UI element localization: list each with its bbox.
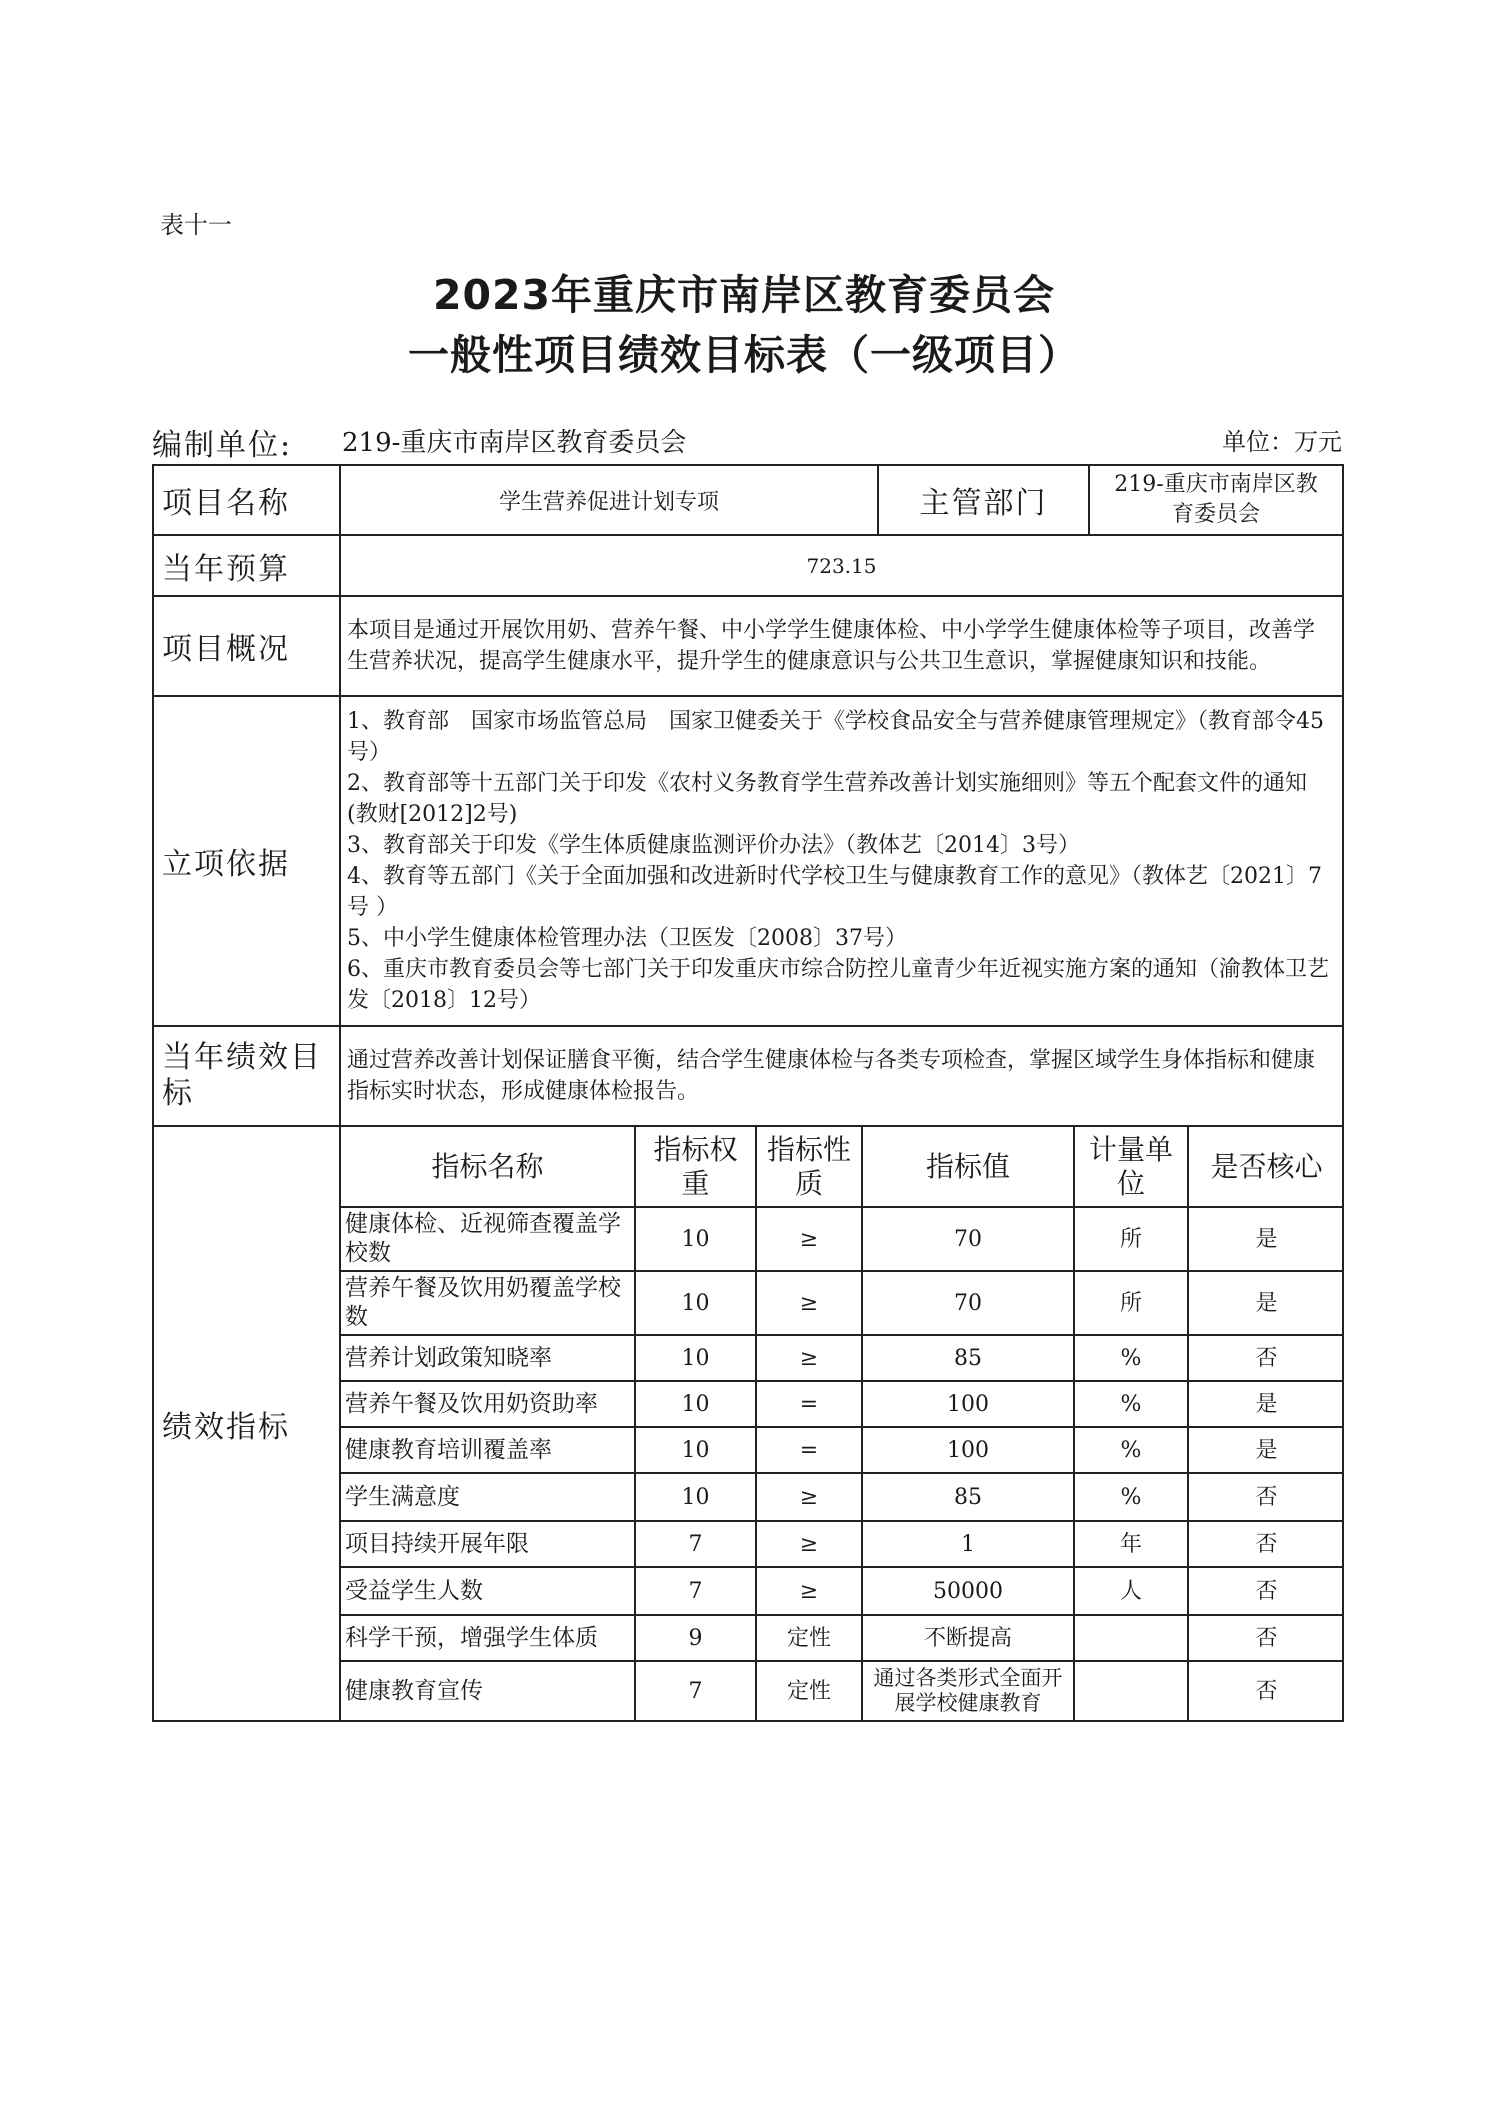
compile-unit-label: 编制单位: — [152, 428, 293, 463]
table-row — [341, 1661, 1344, 1720]
goal-label: 当年绩效目标 — [153, 1026, 340, 1126]
header-name: 指标名称 — [341, 1127, 635, 1207]
indicator-name: 受益学生人数 — [341, 1567, 635, 1615]
overview-text: 本项目是通过开展饮用奶、营养午餐、中小学学生健康体检、中小学学生健康体检等子项目，改善学生营养状况，提高学生健康水平，提升学生的健康意识与公共卫生意识，掌握健康知识和技能。 — [340, 596, 1343, 696]
table-row — [341, 1473, 1344, 1521]
basis-row — [153, 696, 1343, 1026]
dept-value — [1089, 465, 1343, 535]
indicator-nature: ≥ — [756, 1473, 862, 1521]
indicator-nature: 定性 — [756, 1615, 862, 1661]
indicators-label: 绩效指标 — [153, 1126, 340, 1721]
project-name-label: 项目名称 — [153, 465, 340, 535]
header-value: 指标值 — [862, 1127, 1074, 1207]
indicator-name: 健康教育培训覆盖率 — [341, 1427, 635, 1473]
basis-list — [340, 696, 1343, 1026]
indicator-unit — [1074, 1615, 1188, 1661]
performance-table — [152, 464, 1344, 1722]
indicator-core: 否 — [1188, 1473, 1344, 1521]
indicator-unit: % — [1074, 1427, 1188, 1473]
table-row — [341, 1335, 1344, 1381]
indicator-weight: 7 — [635, 1521, 756, 1567]
page-title: 2023年重庆市南岸区教育委员会 — [432, 271, 1056, 319]
indicator-value: 100 — [862, 1381, 1074, 1427]
table-row — [341, 1207, 1344, 1271]
basis-item: 6、重庆市教育委员会等七部门关于印发重庆市综合防控儿童青少年近视实施方案的通知（渝教体卫艺发〔2018〕12号） — [347, 957, 1330, 1013]
indicators-cell — [340, 1126, 1343, 1721]
dept-line-1: 219-重庆市南岸区教 — [1114, 472, 1318, 497]
overview-label: 项目概况 — [153, 596, 340, 696]
basis-item: 5、中小学生健康体检管理办法（卫医发〔2008〕37号） — [347, 926, 907, 951]
amount-unit: 单位：万元 — [1222, 428, 1342, 456]
budget-value: 723.15 — [340, 535, 1343, 596]
table-row — [341, 1381, 1344, 1427]
compile-unit: 219-重庆市南岸区教育委员会 — [342, 428, 687, 458]
project-name: 学生营养促进计划专项 — [340, 465, 878, 535]
indicator-weight: 10 — [635, 1381, 756, 1427]
page-subtitle: 一般性项目绩效目标表（一级项目） — [408, 331, 1080, 379]
indicator-nature: ≥ — [756, 1271, 862, 1335]
indicator-core: 是 — [1188, 1207, 1344, 1271]
table-row — [341, 1271, 1344, 1335]
indicator-nature: = — [756, 1427, 862, 1473]
indicator-core: 否 — [1188, 1615, 1344, 1661]
dept-line-2: 育委员会 — [1171, 502, 1260, 527]
project-name-row — [153, 465, 1343, 535]
indicator-value: 85 — [862, 1335, 1074, 1381]
indicator-value: 85 — [862, 1473, 1074, 1521]
indicator-value: 100 — [862, 1427, 1074, 1473]
indicators-table — [341, 1127, 1344, 1720]
indicator-unit: % — [1074, 1473, 1188, 1521]
indicator-core: 是 — [1188, 1381, 1344, 1427]
indicator-nature: ≥ — [756, 1207, 862, 1271]
goal-row — [153, 1026, 1343, 1126]
indicator-weight: 10 — [635, 1473, 756, 1521]
indicator-unit: 所 — [1074, 1207, 1188, 1271]
indicator-name: 健康教育宣传 — [341, 1661, 635, 1720]
indicators-header-row — [341, 1127, 1344, 1207]
indicator-weight: 10 — [635, 1271, 756, 1335]
indicator-nature: ≥ — [756, 1335, 862, 1381]
indicator-value: 不断提高 — [862, 1615, 1074, 1661]
indicator-name: 营养午餐及饮用奶覆盖学校数 — [341, 1271, 635, 1335]
indicator-core: 否 — [1188, 1335, 1344, 1381]
indicator-unit: % — [1074, 1381, 1188, 1427]
indicator-value: 1 — [862, 1521, 1074, 1567]
header-weight: 指标权重 — [635, 1127, 756, 1207]
indicator-nature: = — [756, 1381, 862, 1427]
overview-row — [153, 596, 1343, 696]
indicator-value: 50000 — [862, 1567, 1074, 1615]
indicator-value: 70 — [862, 1207, 1074, 1271]
indicator-name: 健康体检、近视筛查覆盖学校数 — [341, 1207, 635, 1271]
indicator-weight: 10 — [635, 1427, 756, 1473]
indicator-core: 否 — [1188, 1567, 1344, 1615]
indicator-name: 科学干预，增强学生体质 — [341, 1615, 635, 1661]
indicator-core: 否 — [1188, 1661, 1344, 1720]
indicator-weight: 7 — [635, 1567, 756, 1615]
basis-item: 3、教育部关于印发《学生体质健康监测评价办法》（教体艺〔2014〕3号） — [347, 833, 1080, 858]
table-row — [341, 1427, 1344, 1473]
budget-row — [153, 535, 1343, 596]
indicator-core: 否 — [1188, 1521, 1344, 1567]
basis-label: 立项依据 — [153, 696, 340, 1026]
budget-label: 当年预算 — [153, 535, 340, 596]
indicator-nature: 定性 — [756, 1661, 862, 1720]
indicator-unit: 所 — [1074, 1271, 1188, 1335]
header-core: 是否核心 — [1188, 1127, 1344, 1207]
header-unit: 计量单位 — [1074, 1127, 1188, 1207]
indicator-value: 70 — [862, 1271, 1074, 1335]
compile-info — [152, 420, 1342, 463]
indicator-name: 学生满意度 — [341, 1473, 635, 1521]
indicator-unit: % — [1074, 1335, 1188, 1381]
table-row — [341, 1521, 1344, 1567]
indicator-nature: ≥ — [756, 1521, 862, 1567]
indicator-name: 营养计划政策知晓率 — [341, 1335, 635, 1381]
table-row — [341, 1615, 1344, 1661]
indicators-row — [153, 1126, 1343, 1721]
indicator-value: 通过各类形式全面开展学校健康教育 — [862, 1661, 1074, 1720]
indicator-weight: 10 — [635, 1207, 756, 1271]
dept-label: 主管部门 — [878, 465, 1089, 535]
indicator-weight: 7 — [635, 1661, 756, 1720]
indicator-weight: 10 — [635, 1335, 756, 1381]
basis-item: 1、教育部 国家市场监管总局 国家卫健委关于《学校食品安全与营养健康管理规定》（教育部令45号） — [347, 709, 1324, 765]
goal-text: 通过营养改善计划保证膳食平衡，结合学生健康体检与各类专项检查，掌握区域学生身体指标和健康指标实时状态，形成健康体检报告。 — [340, 1026, 1343, 1126]
indicator-unit: 年 — [1074, 1521, 1188, 1567]
indicator-name: 项目持续开展年限 — [341, 1521, 635, 1567]
indicator-name: 营养午餐及饮用奶资助率 — [341, 1381, 635, 1427]
table-row — [341, 1567, 1344, 1615]
indicator-unit: 人 — [1074, 1567, 1188, 1615]
indicator-weight: 9 — [635, 1615, 756, 1661]
basis-item: 2、教育部等十五部门关于印发《农村义务教育学生营养改善计划实施细则》等五个配套文件的通知(教财[2012]2号) — [347, 771, 1308, 827]
indicator-nature: ≥ — [756, 1567, 862, 1615]
table-label: 表十一 — [160, 211, 232, 239]
indicator-unit — [1074, 1661, 1188, 1720]
basis-item: 4、教育等五部门《关于全面加强和改进新时代学校卫生与健康教育工作的意见》（教体艺〔2021〕7号 ） — [347, 864, 1322, 920]
indicator-core: 是 — [1188, 1271, 1344, 1335]
indicator-core: 是 — [1188, 1427, 1344, 1473]
header-nature: 指标性质 — [756, 1127, 862, 1207]
